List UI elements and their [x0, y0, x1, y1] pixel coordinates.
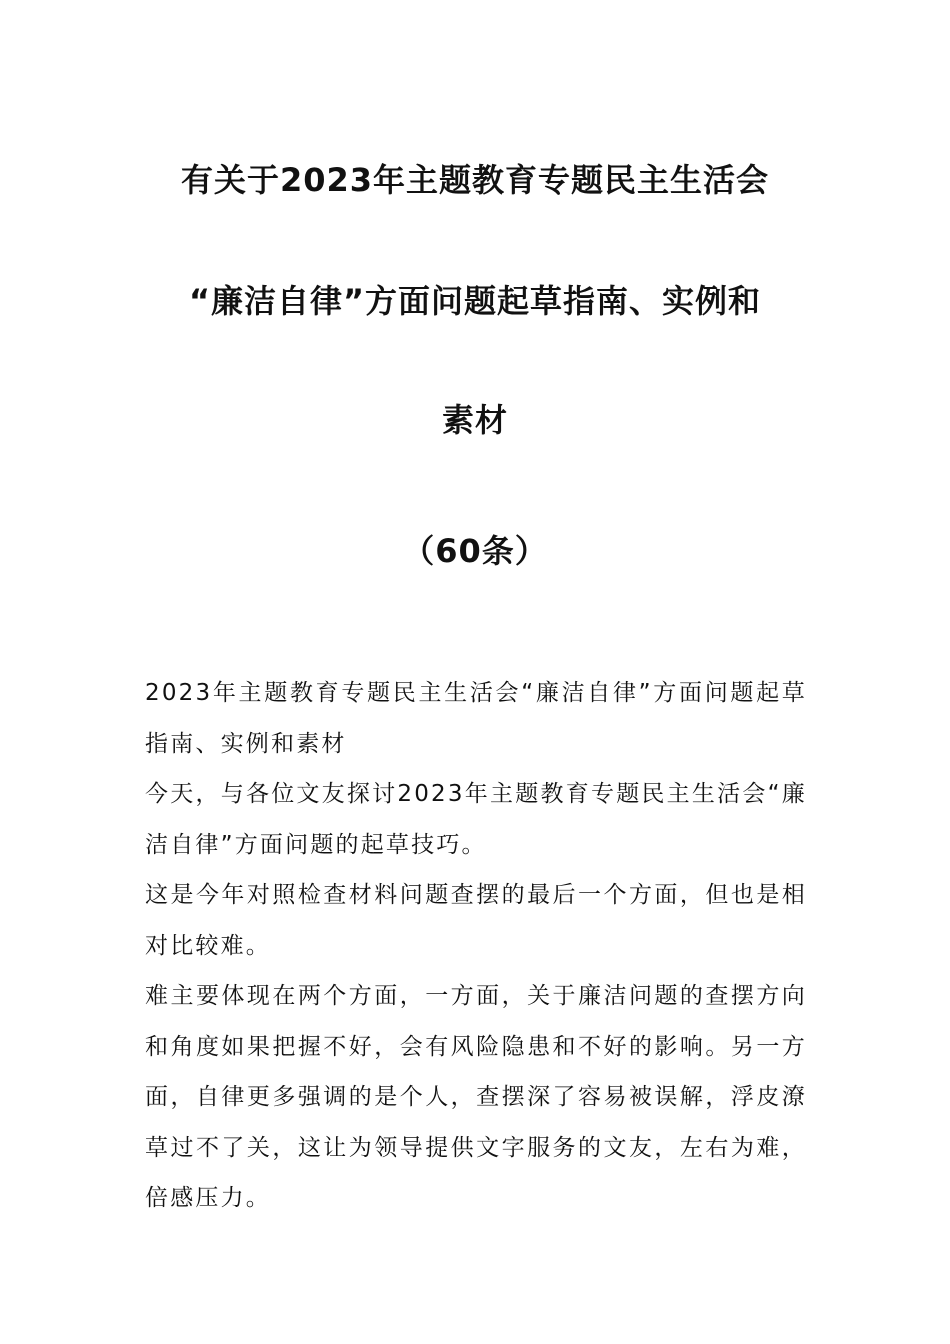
paragraph-1: 2023年主题教育专题民主生活会“廉洁自律”方面问题起草指南、实例和素材 [145, 680, 807, 757]
title-line-1: 有关于2023年主题教育专题民主生活会 [180, 161, 770, 199]
paragraph-3: 这是今年对照检查材料问题查摆的最后一个方面，但也是相对比较难。 [145, 882, 807, 959]
item-count-subtitle: （60条） [402, 532, 548, 570]
body-text [145, 668, 807, 1224]
paragraph-4: 难主要体现在两个方面，一方面，关于廉洁问题的查摆方向和角度如果把握不好，会有风险隐患和不好的影响。另一方面，自律更多强调的是个人，查摆深了容易被误解，浮皮潦草过不了关，这让为领导提供文字服务的文友，左右为难，倍感压力。 [145, 983, 807, 1211]
title-line-3: 素材 [441, 401, 508, 439]
title-line-2: “廉洁自律”方面问题起草指南、实例和 [188, 282, 762, 320]
paragraph-2: 今天，与各位文友探讨2023年主题教育专题民主生活会“廉洁自律”方面问题的起草技巧。 [145, 781, 807, 858]
